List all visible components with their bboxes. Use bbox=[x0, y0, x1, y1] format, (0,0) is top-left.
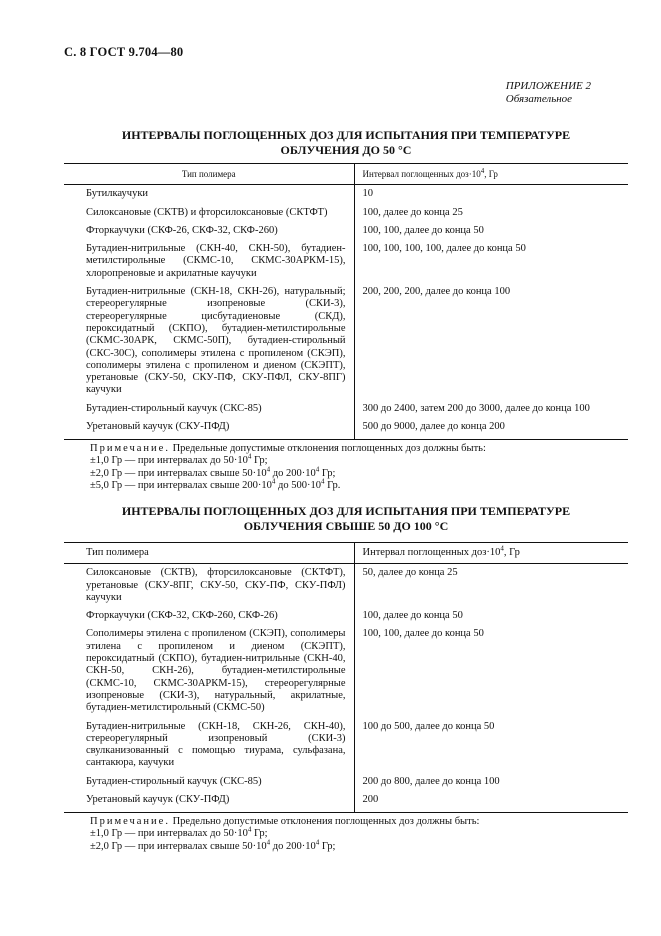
polymer-type-cell: Бутадиен-стирольный каучук (СКС-85) bbox=[86, 775, 262, 787]
note-line-post: Гр. bbox=[324, 479, 341, 491]
note-line-sup1: 4 bbox=[266, 838, 271, 847]
note-line-pre: ±2,0 Гр — при интервалах свыше 50·10 bbox=[90, 840, 267, 852]
note-line bbox=[90, 838, 620, 853]
table-row bbox=[64, 400, 628, 418]
table-row bbox=[64, 791, 628, 813]
polymer-type-cell: Уретановый каучук (СКУ-ПФД) bbox=[64, 791, 354, 813]
table1-note bbox=[90, 443, 620, 492]
note-line-post: Гр; bbox=[319, 467, 336, 479]
table-row bbox=[64, 222, 628, 240]
table2-title-line2: ОБЛУЧЕНИЯ СВЫШЕ 50 ДО 100 °С bbox=[243, 519, 449, 533]
table2-col-type-header: Тип полимера bbox=[64, 543, 354, 564]
note-text: Предельно допустимые отклонения поглощенных доз должны быть: bbox=[172, 816, 480, 827]
polymer-type-cell: Силоксановые (СКТВ), фторсилоксановые (СКТФТ), уретановые (СКУ-8ПГ, СКУ-50, СКУ-ПФ, СКУ-ПФЛ) каучуки bbox=[86, 567, 346, 603]
page-header: С. 8 ГОСТ 9.704—80 bbox=[64, 45, 184, 59]
table1 bbox=[64, 163, 628, 440]
note-line-sup1: 4 bbox=[266, 465, 271, 474]
note-line-mid: до 200·10 bbox=[270, 840, 316, 852]
col2-prefix: Интервал поглощенных доз·10 bbox=[362, 169, 481, 179]
note-line-pre: ±5,0 Гр — при интервалах свыше 200·10 bbox=[90, 479, 272, 491]
table-row bbox=[64, 718, 628, 773]
dose-interval-cell: 500 до 9000, далее до конца 200 bbox=[354, 418, 628, 440]
dose-interval-cell: 100, 100, 100, 100, далее до конца 50 bbox=[354, 240, 628, 283]
note-label: Примечание. bbox=[90, 443, 170, 454]
note-line-post: Гр; bbox=[319, 840, 336, 852]
note-label: Примечание. bbox=[90, 816, 170, 827]
col2-suffix: , Гр bbox=[484, 169, 498, 179]
table1-title bbox=[64, 128, 628, 158]
dose-interval-cell: 100, далее до конца 25 bbox=[354, 204, 628, 222]
dose-interval-cell: 10 bbox=[354, 185, 628, 204]
table2-title bbox=[64, 504, 628, 534]
table1-header-row bbox=[64, 164, 628, 185]
polymer-type-cell: Бутадиен-нитрильные (СКН-18, СКН-26), натуральный; стереорегулярные изопреновые (СКИ-3), стереорегулярные цисбутадиеновые (СКД), пероксидатный (СКПО), бутадиен-метилстирольные (СКМС-30АРК, СКМС-50П), бутадиен-стирольный (СКС-30С), сополимеры этилена с пропиленом (СКЭП), сополимеры этилена с пропиленом и диеном (СКЭПТ), уретановые (СКУ-50, СКУ-ПФ, СКУ-ПФЛ, СКУ-8ПГ) каучуки bbox=[86, 286, 346, 396]
note-line-pre: ±1,0 Гр — при интервалах до 50·10 bbox=[90, 455, 248, 467]
table2-title-line1: ИНТЕРВАЛЫ ПОГЛОЩЕННЫХ ДОЗ ДЛЯ ИСПЫТАНИЯ ПРИ ТЕМПЕРАТУРЕ bbox=[121, 504, 571, 518]
dose-interval-cell: 100 до 500, далее до конца 50 bbox=[354, 718, 628, 773]
table-row bbox=[64, 564, 628, 607]
table2 bbox=[64, 542, 628, 813]
table1-col-interval-header bbox=[354, 164, 628, 185]
note-line-sup1: 4 bbox=[247, 825, 252, 834]
polymer-type-cell: Бутадиен-нитрильные (СКН-18, СКН-26, СКН-40), стереорегулярный изопреновый (СКИ-3) свулканизованный с помощью тиурама, сульфазана, сантакюра, каучуки bbox=[86, 720, 346, 769]
note-line-sup1: 4 bbox=[271, 477, 276, 486]
col2-prefix: Интервал поглощенных доз·10 bbox=[362, 547, 501, 558]
table1-col-type-header: Тип полимера bbox=[64, 164, 354, 185]
table-row bbox=[64, 283, 628, 400]
table1-title-line1: ИНТЕРВАЛЫ ПОГЛОЩЕННЫХ ДОЗ ДЛЯ ИСПЫТАНИЯ ПРИ ТЕМПЕРАТУРЕ bbox=[121, 128, 571, 142]
table2-col-interval-header bbox=[354, 543, 628, 564]
col2-suffix: , Гр bbox=[503, 547, 520, 558]
note-line-sup2: 4 bbox=[321, 477, 325, 486]
note-line-mid: до 200·10 bbox=[270, 467, 316, 479]
table-row bbox=[64, 773, 628, 791]
note-line-mid: Гр; bbox=[251, 455, 268, 467]
dose-interval-cell: 300 до 2400, затем 200 до 3000, далее до конца 100 bbox=[354, 400, 628, 418]
dose-interval-cell: 50, далее до конца 25 bbox=[354, 564, 628, 607]
col2-sup: 4 bbox=[480, 167, 485, 175]
polymer-type-cell: Фторкаучуки (СКФ-26, СКФ-32, СКФ-260) bbox=[86, 224, 278, 236]
polymer-type-cell: Бутадиен-стирольный каучук (СКС-85) bbox=[86, 402, 262, 414]
polymer-type-cell: Фторкаучуки (СКФ-32, СКФ-260, СКФ-26) bbox=[86, 610, 278, 622]
note-line bbox=[90, 452, 620, 467]
table-row bbox=[64, 625, 628, 717]
dose-interval-cell: 200 до 800, далее до конца 100 bbox=[354, 773, 628, 791]
polymer-type-cell: Бутилкаучуки bbox=[86, 188, 149, 200]
note-line-pre: ±1,0 Гр — при интервалах до 50·10 bbox=[90, 828, 248, 840]
appendix-status: Обязательное bbox=[505, 93, 573, 105]
note-line-sup1: 4 bbox=[247, 452, 252, 461]
table-row bbox=[64, 418, 628, 440]
note-line bbox=[90, 477, 620, 492]
note-line-sup2: 4 bbox=[315, 465, 320, 474]
note-text: Предельные допустимые отклонения поглощенных доз должны быть: bbox=[172, 443, 486, 454]
polymer-type-cell: Сополимеры этилена с пропиленом (СКЭП), сополимеры этилена с пропиленом и диеном (СКЭПТ), пероксидатный (СКПО), бутадиен-нитрильные (СКН-40, СКН-50, СКН-26), бутадиен-метилстирольные (СКМС-10, СКМС-30АРКМ-15), стереорегулярные изопреновые (СКИ-3), натуральный, акрилатные, бутадиен-метилстирольный (СКМС-50) bbox=[86, 628, 346, 714]
table-row bbox=[64, 204, 628, 222]
polymer-type-cell: Уретановый каучук (СКУ-ПФД) bbox=[64, 418, 354, 440]
table1-title-line2: ОБЛУЧЕНИЯ ДО 50 °С bbox=[280, 143, 412, 157]
table2-note-intro bbox=[90, 816, 620, 828]
table2-note bbox=[90, 816, 620, 853]
col2-sup: 4 bbox=[500, 544, 504, 553]
table2-header-row bbox=[64, 543, 628, 564]
note-line-mid: до 500·10 bbox=[275, 479, 322, 491]
table1-note-intro bbox=[90, 443, 620, 455]
dose-interval-cell: 200 bbox=[354, 791, 628, 813]
note-line bbox=[90, 825, 620, 840]
dose-interval-cell: 100, 100, далее до конца 50 bbox=[354, 625, 628, 717]
polymer-type-cell: Силоксановые (СКТВ) и фторсилоксановые (СКТФТ) bbox=[86, 206, 328, 218]
appendix-number: ПРИЛОЖЕНИЕ 2 bbox=[505, 80, 591, 92]
appendix-label bbox=[506, 80, 591, 106]
table-row bbox=[64, 185, 628, 204]
note-line-pre: ±2,0 Гр — при интервалах свыше 50·10 bbox=[90, 467, 267, 479]
table-row bbox=[64, 607, 628, 625]
note-line-mid: Гр; bbox=[251, 828, 268, 840]
dose-interval-cell: 100, далее до конца 50 bbox=[354, 607, 628, 625]
note-line-sup2: 4 bbox=[315, 838, 320, 847]
dose-interval-cell: 200, 200, 200, далее до конца 100 bbox=[354, 283, 628, 400]
polymer-type-cell: Бутадиен-нитрильные (СКН-40, СКН-50), бутадиен-метилстирольные (СКМС-10, СКМС-30АРКМ-15), хлоропреновые и акрилатные каучуки bbox=[86, 243, 346, 279]
dose-interval-cell: 100, 100, далее до конца 50 bbox=[354, 222, 628, 240]
note-line bbox=[90, 465, 620, 480]
table-row bbox=[64, 240, 628, 283]
